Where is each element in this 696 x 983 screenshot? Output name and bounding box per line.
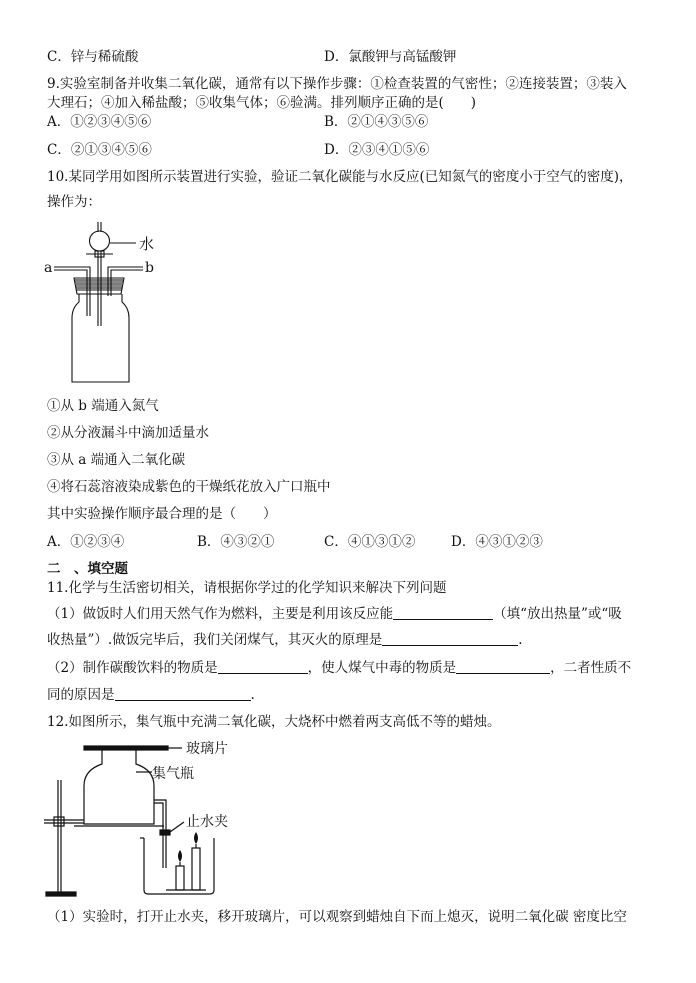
q10-option-d: D．④③①②③ (451, 534, 543, 550)
q10-option-a: A．①②③④ (47, 534, 125, 550)
q11-blank-3[interactable] (218, 659, 308, 674)
q9-stem-line2: 大理石；④加入稀盐酸；⑤收集气体；⑥验满。排列顺序正确的是( ) (47, 95, 477, 111)
q10-step-4: ④将石蕊溶液染成紫色的干燥纸花放入广口瓶中 (47, 479, 331, 495)
section-title: 二 、填空题 (47, 561, 128, 577)
q12-part1: （1）实验时，打开止水夹，移开玻璃片，可以观察到蜡烛自下而上熄灭，说明二氧化碳 密度比空 (47, 909, 627, 925)
q10-step-2: ②从分液漏斗中滴加适量水 (47, 425, 209, 441)
q9-option-a: A．①②③④⑤⑥ (47, 114, 152, 130)
q11-part2-line2 (47, 686, 255, 704)
q11-part2-text-b: ，使人煤气中毒的物质是 (307, 660, 457, 676)
q9-option-d: D．②③④①⑤⑥ (324, 142, 430, 158)
q10-apparatus-figure (44, 218, 174, 388)
q12-label-bottle: 集气瓶 (152, 766, 194, 782)
q9-option-b: B．②①④③⑤⑥ (324, 114, 429, 130)
q11-part2-line1 (47, 659, 631, 677)
q10-step-1: ①从 b 端通入氮气 (47, 398, 159, 414)
q11-blank-5[interactable] (115, 686, 251, 701)
q10-option-c: C．④①③①② (324, 534, 416, 550)
q11-part1-line2 (47, 631, 523, 649)
q12-stem: 12.如图所示，集气瓶中充满二氧化碳，大烧杯中燃着两支高低不等的蜡烛。 (47, 714, 501, 730)
q10-question: 其中实验操作顺序最合理的是（ ） (47, 506, 277, 522)
q11-part2-text-a: （2）制作碳酸饮料的物质是 (47, 660, 218, 676)
q10-label-water: 水 (139, 235, 155, 253)
q10-label-b: b (145, 260, 154, 276)
q9-option-c: C．②①③④⑤⑥ (47, 142, 152, 158)
q11-blank-2[interactable] (382, 631, 518, 646)
q11-part1-text-b: （填“放出热量”或“吸 (493, 606, 622, 622)
q8-option-d: D．氯酸钾与高锰酸钾 (324, 49, 457, 65)
q11-blank-4[interactable] (456, 659, 550, 674)
q10-label-a: a (44, 260, 53, 276)
q10-step-3: ③从 a 端通入二氧化碳 (47, 452, 186, 468)
q11-part2-end: . (250, 687, 255, 703)
q11-blank-1[interactable] (393, 605, 493, 620)
q8-option-c: C．锌与稀硫酸 (47, 49, 139, 65)
q12-apparatus-figure (44, 740, 244, 898)
q11-part1-end: . (518, 632, 523, 648)
q11-part1-text-c: 收热量”）.做饭完毕后，我们关闭煤气，其灭火的原理是 (47, 632, 383, 648)
q10-option-b: B．④③②① (197, 534, 275, 550)
q11-part2-text-d: 同的原因是 (47, 687, 115, 703)
q10-stem-line1: 10.某同学用如图所示装置进行实验，验证二氧化碳能与水反应(已知氮气的密度小于空气的密度)， (47, 169, 633, 185)
q10-stem-line2: 操作为： (47, 194, 101, 210)
q12-label-glass: 玻璃片 (186, 741, 228, 757)
q11-stem: 11.化学与生活密切相关，请根据你学过的化学知识来解决下列问题 (47, 580, 447, 596)
q11-part1-text-a: （1）做饭时人们用天然气作为燃料，主要是利用该反应能 (47, 606, 394, 622)
q9-stem-line1: 9.实验室制备并收集二氧化碳，通常有以下操作步骤：①检查装置的气密性；②连接装置；③装入 (47, 76, 627, 92)
q11-part1-line1 (47, 605, 622, 623)
q11-part2-text-c: ，二者性质不 (550, 660, 632, 676)
q12-label-clamp: 止水夹 (186, 814, 228, 830)
